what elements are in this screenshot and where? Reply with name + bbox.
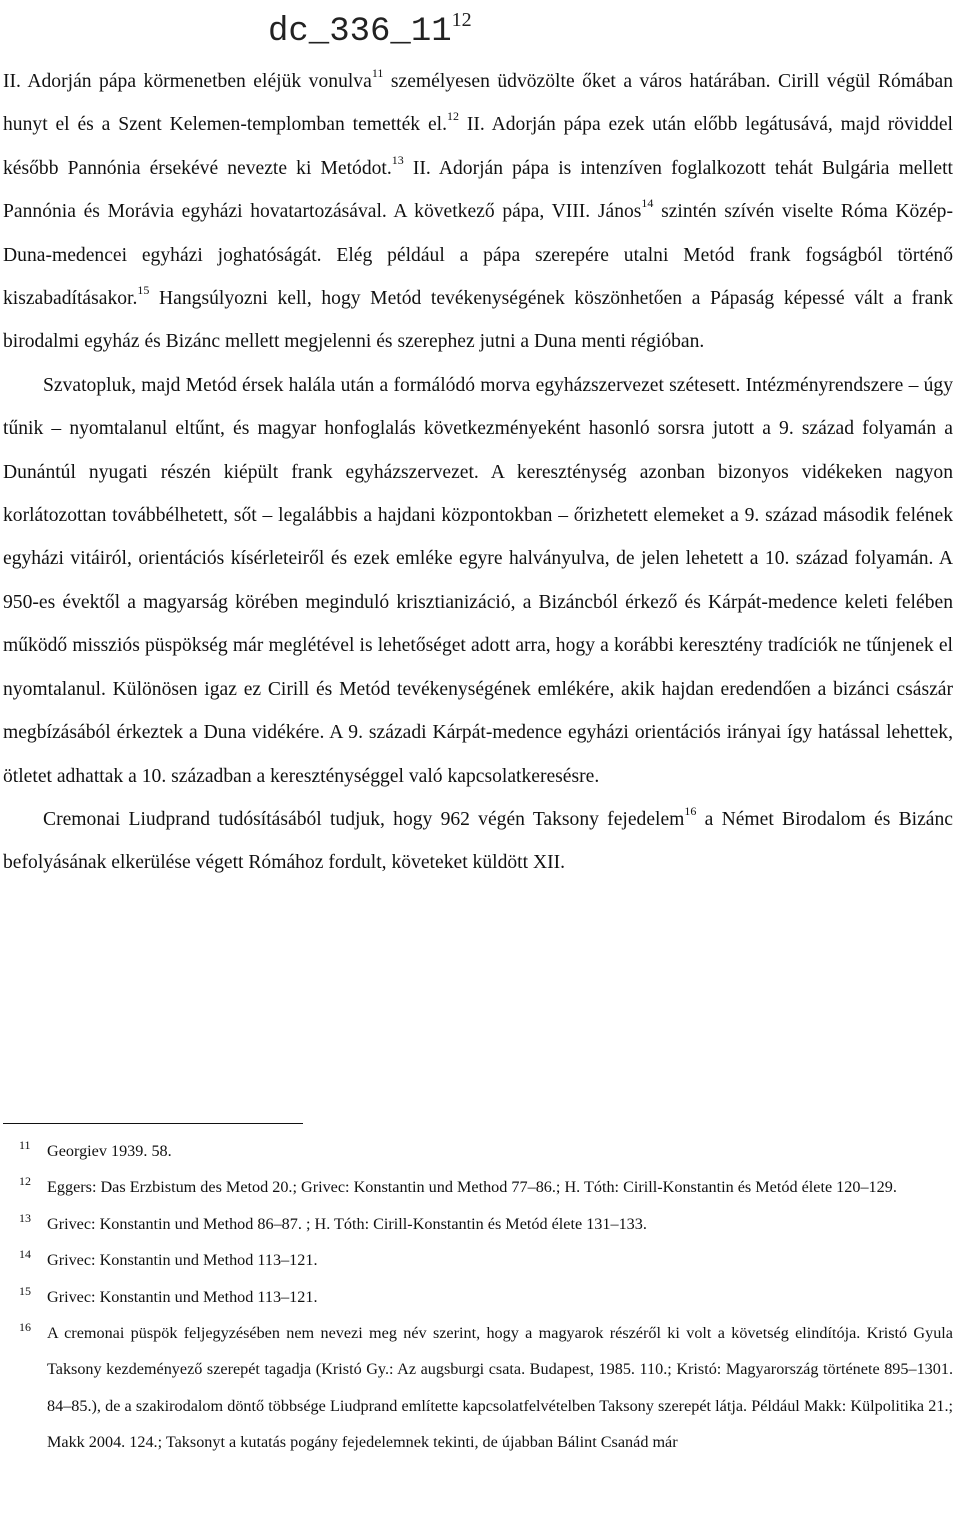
page-number: 12 (451, 9, 472, 31)
text-run: személyesen üdvözölte őket a város határában. Cirill végül Rómában hunyt el és a Szent Kelemen-templomban temették el. (3, 71, 953, 136)
footnote-text: Georgiev 1939. 58. (47, 1142, 172, 1160)
footnote-number: 16 (19, 1320, 31, 1335)
footnote-12 (3, 1169, 953, 1205)
footnote-text: Grivec: Konstantin und Method 113–121. (47, 1251, 318, 1270)
paragraph-2: Szvatopluk, majd Metód érsek halála után a formálódó morva egyházszervezet szétesett. Intézményrendszere – úgy tűnik – nyomtalanul eltűnt, és magyar honfoglalás következményeként hasonló sorsra jutott a 9. század folyamán a Dunántúl nyugati részén kiépült frank egyházszervezet. A kereszténység azonban bizonyos vidékeken nagyon korlátozottan továbbélhetett, sőt – legalábbis a hajdani központokban – őrizhetett elemeket a 9. század második felének egyházi vitáiról, orientációs kísérleteiről és ezek emléke egyre halványulva, de jelen lehetett a 10. század folyamán. A 950-es évektől a magyarság körében meginduló krisztianizáció, a Bizáncból érkező és Kárpát-medence keleti felében működő missziós püspökség már meglétével is lehetőséget adott arra, hogy a korábbi keresztény tradíciók ne tűnjenek el nyomtalanul. Különösen igaz ez Cirill és Metód tevékenységének emlékére, akik hajdan eredendően a bizánci császár megbízásából érkeztek a Duna vidékére. A 9. századi Kárpát-medence egyházi orientációs irányai így hatással lehettek, ötletet adhattak a 10. században a kereszténységgel való kapcsolatkeresésre. (3, 374, 953, 787)
text-run: Hangsúlyozni kell, hogy Metód tevékenységének köszönhetően a Pápaság képessé vált a frank birodalmi egyház és Bizánc mellett megjelenni és szerephez jutni a Duna menti régióban. (3, 288, 953, 353)
footnote-ref-13[interactable]: 13 (391, 152, 404, 167)
body-text (3, 60, 953, 885)
footnote-number: 14 (19, 1247, 31, 1262)
text-run: a Német Birodalom és Bizánc befolyásának elkerülése végett Rómához fordult, követeket küldött XII. (3, 808, 953, 874)
text-run: Cremonai Liudprand tudósításából tudjuk, hogy 962 végén Taksony fejedelem (43, 808, 685, 830)
paragraph-1 (3, 60, 953, 364)
footnote-ref-12[interactable]: 12 (447, 109, 460, 124)
footnote-number: 12 (19, 1174, 31, 1189)
footnote-15 (3, 1279, 953, 1315)
footnote-ref-15[interactable]: 15 (137, 283, 150, 298)
text-run: II. Adorján pápa ezek után előbb legátusává, majd röviddel később Pannónia érsekévé nevezte ki Metódot. (3, 114, 953, 179)
footnote-ref-11[interactable]: 11 (371, 66, 384, 80)
footnote-11 (3, 1133, 953, 1169)
text-run: II. Adorján pápa körmenetben eléjük vonulva (3, 71, 372, 92)
document-code: dc_336_11 (268, 13, 452, 51)
footnote-number: 11 (19, 1138, 31, 1152)
footnote-14 (3, 1242, 953, 1278)
page-header (268, 0, 472, 52)
footnote-text: Grivec: Konstantin und Method 86–87. ; H. Tóth: Cirill-Konstantin és Metód élete 131–133. (47, 1214, 647, 1233)
footnote-ref-14[interactable]: 14 (641, 196, 654, 211)
footnote-text: Eggers: Das Erzbistum des Metod 20.; Grivec: Konstantin und Method 77–86.; H. Tóth: Cirill-Konstantin és Metód élete 120–129. (47, 1178, 897, 1197)
footnote-number: 15 (19, 1283, 31, 1298)
text-run: szintén szívén viselte Róma Közép-Duna-medencei egyházi joghatóságát. Elég például a pápa szerepére utalni Metód frank fogságból történő kiszabadításakor. (3, 201, 953, 310)
footnote-separator (3, 1123, 303, 1124)
footnote-ref-16[interactable]: 16 (684, 803, 697, 818)
footnote-text: Grivec: Konstantin und Method 113–121. (47, 1287, 318, 1306)
paragraph-3 (3, 798, 953, 885)
footnote-13 (3, 1206, 953, 1242)
text-run: II. Adorján pápa is intenzíven foglalkozott tehát Bulgária mellett Pannónia és Morávia egyházi hovatartozásával. A következő pápa, VIII. János (3, 157, 953, 223)
footnote-text: A cremonai püspök feljegyzésében nem nevezi meg név szerint, hogy a magyarok részéről ki volt a követség elindítója. Kristó Gyula Taksony kezdeményező szerepét tagadja (Kristó Gy.: Az augsburgi csata. Budapest, 1985. 110.; Kristó: Magyarország története 895–1301. 84–85.), de a szakirodalom döntő többsége Liudprand említette kapcsolatfelvételben Taksony szerepét látja. Például Makk: Külpolitika 21.; Makk 2004. 124.; Taksonyt a kutatás pogány fejedelemnek tekinti, de újabban Bálint Csanád már (47, 1324, 953, 1452)
footnote-number: 13 (19, 1210, 31, 1225)
footnotes (3, 1133, 953, 1461)
footnote-16 (3, 1315, 953, 1461)
